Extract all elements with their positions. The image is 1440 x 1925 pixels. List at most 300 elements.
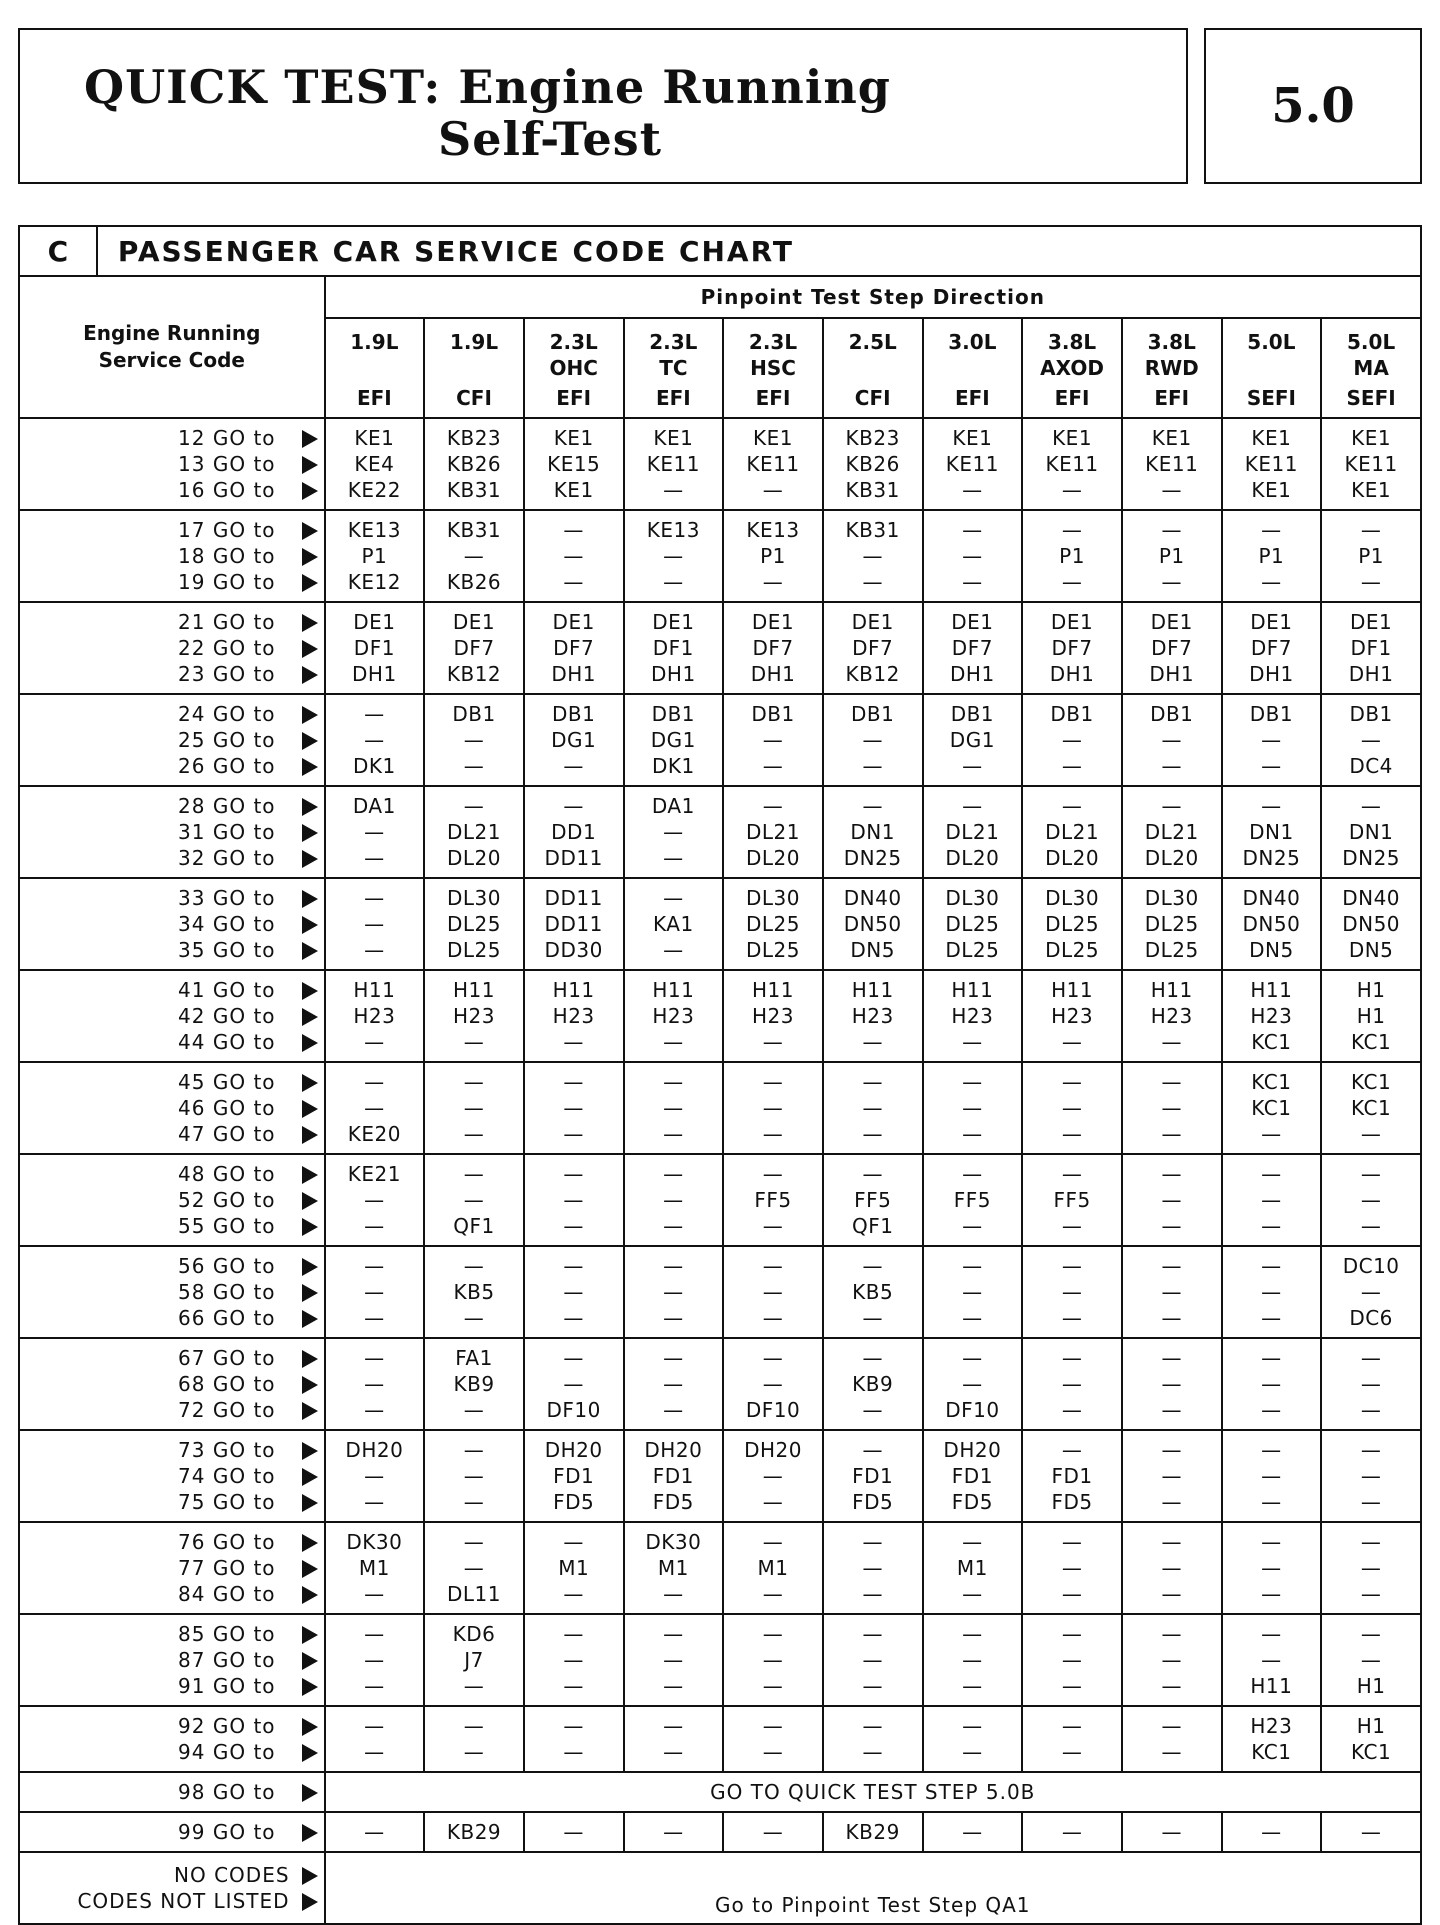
code-group-row [19,510,1421,602]
engine-column-label: 3.8L [1047,330,1097,354]
test-step-cell: — [1321,1812,1421,1852]
service-code-line [20,1581,318,1607]
test-step-value: DH1 [950,662,995,686]
test-step-cell [325,418,425,510]
engine-column-header [1022,318,1122,418]
service-code-label: 34 GO to [178,912,276,936]
service-code-label: 46 GO to [178,1096,276,1120]
test-step-value: — [1061,1438,1083,1462]
service-code-line [20,1463,318,1489]
test-step-cell [424,1338,524,1430]
test-step-value: — [762,1122,784,1146]
test-step-value: — [1261,1214,1282,1238]
test-step-cell [1022,1154,1122,1246]
test-step-value: — [1161,1096,1182,1120]
test-step-value: — [862,1306,883,1330]
test-step-cell: KB29 [823,1812,923,1852]
test-step-value: H23 [851,1004,894,1028]
service-code-label: 33 GO to [178,886,276,910]
service-code-line [20,1253,318,1279]
test-step-value: — [663,1254,684,1278]
test-step-value: — [962,1030,983,1054]
test-step-cell [325,1338,425,1430]
service-code-label: 84 GO to [178,1582,276,1606]
code-99-row [19,1812,1421,1852]
test-step-value: — [1061,1530,1083,1554]
test-step-value: — [563,1648,584,1672]
test-step-value: M1 [956,1556,988,1580]
test-step-value: — [563,1622,584,1646]
test-step-value: DH20 [544,1438,603,1462]
arrow-right-icon [302,1744,318,1762]
service-code-line [20,477,318,503]
test-step-cell [923,878,1023,970]
test-step-value: FD5 [852,1490,894,1514]
test-step-cell [624,970,724,1062]
service-code-label: 42 GO to [178,1004,276,1028]
test-step-value: — [862,1530,883,1554]
test-step-cell [1022,1522,1122,1614]
test-step-value: — [1261,754,1282,778]
engine-column-label: MA [1353,356,1389,380]
test-step-value: DN25 [843,846,902,870]
test-step-value: — [563,1674,584,1698]
test-step-value: — [364,702,385,726]
test-step-value: DL25 [1045,912,1100,936]
service-code-label: 22 GO to [178,636,276,660]
test-step-value: KB23 [845,426,900,450]
test-step-value: — [862,1438,883,1462]
test-step-value: — [1360,794,1382,818]
test-step-value: — [1261,728,1282,752]
test-step-value: DL25 [447,938,502,962]
test-step-value: — [762,1622,784,1646]
arrow-right-icon [302,706,318,724]
test-step-value: — [563,544,584,568]
test-step-value: — [862,1070,883,1094]
test-step-value: — [364,1096,385,1120]
test-step-value: — [1061,1714,1083,1738]
test-step-value: — [1161,1188,1182,1212]
test-step-value: DN40 [1242,886,1301,910]
engine-column-size [924,319,1022,355]
test-step-value: DC4 [1349,754,1393,778]
service-code-cell [19,1614,325,1706]
test-step-value: — [364,1464,385,1488]
test-step-value: KB9 [453,1372,495,1396]
test-step-value: KC1 [1251,1030,1292,1054]
test-step-value: DF7 [553,636,595,660]
test-step-cell [424,510,524,602]
test-step-cell [424,970,524,1062]
test-step-value: — [862,1398,883,1422]
arrow-right-icon [302,1376,318,1394]
test-step-value: DN50 [1342,912,1401,936]
service-code-cell [19,1812,325,1852]
test-step-value: M1 [358,1556,390,1580]
engine-column-type: EFI [755,386,791,410]
test-step-cell [424,1062,524,1154]
test-step-value: — [1061,1740,1083,1764]
test-step-value: H11 [851,978,894,1002]
test-step-cell [1321,1522,1421,1614]
engine-column-type: EFI [1154,386,1190,410]
test-step-cell [723,878,823,970]
test-step-value: DH1 [651,662,696,686]
test-step-value: — [1061,794,1083,818]
service-code-line [20,661,318,687]
engine-column-header [524,318,624,418]
test-step-cell [1122,1614,1222,1706]
test-step-cell [1022,602,1122,694]
service-code-label: 31 GO to [178,820,276,844]
service-code-cell [19,1338,325,1430]
test-step-cell [1321,694,1421,786]
test-step-value: — [1161,478,1182,502]
test-step-value: H23 [1150,1004,1193,1028]
test-step-value: — [1061,1214,1083,1238]
test-step-value: — [1061,1398,1083,1422]
test-step-cell [1222,1706,1322,1772]
test-step-cell [1022,1338,1122,1430]
test-step-cell [1321,1246,1421,1338]
test-step-cell [723,1706,823,1772]
test-step-value: DF7 [752,636,794,660]
test-step-cell: — [1022,1812,1122,1852]
test-step-value: — [762,1582,784,1606]
test-step-value: H23 [951,1004,994,1028]
test-step-value: M1 [657,1556,689,1580]
test-step-value: DH1 [1348,662,1394,686]
service-code-label: 98 GO to [178,1780,276,1804]
test-step-value: KD6 [452,1622,496,1646]
test-step-value: H23 [1250,1004,1293,1028]
no-codes-text: CODES NOT LISTED [77,1889,290,1913]
test-step-value: DG1 [949,728,995,752]
test-step-cell [1122,602,1222,694]
service-code-label: 67 GO to [178,1346,276,1370]
test-step-cell [1122,1246,1222,1338]
test-step-value: — [364,1030,385,1054]
test-step-cell [624,1522,724,1614]
code-group-row [19,1246,1421,1338]
test-step-value: DD1 [551,820,597,844]
arrow-right-icon [302,758,318,776]
service-code-label: 19 GO to [178,570,276,594]
test-step-cell [723,694,823,786]
test-step-value: — [1061,518,1083,542]
engine-column-header [923,318,1023,418]
test-step-value: — [862,544,883,568]
test-step-value: DE1 [353,610,396,634]
arrow-right-icon [302,982,318,1000]
test-step-value: — [563,794,584,818]
test-step-value: DB1 [751,702,795,726]
service-code-line [20,609,318,635]
service-code-line [20,885,318,911]
test-step-value: — [1261,1648,1282,1672]
test-step-value: FA1 [455,1346,493,1370]
test-step-value: — [762,1346,784,1370]
test-step-cell [524,418,624,510]
arrow-right-icon [302,614,318,632]
test-step-value: DD30 [544,938,603,962]
arrow-right-icon [302,1824,318,1842]
test-step-value: — [962,570,983,594]
test-step-value: — [962,544,983,568]
test-step-value: — [563,1714,584,1738]
test-step-value: — [762,1254,784,1278]
test-step-value: DL30 [1045,886,1100,910]
service-code-line [20,635,318,661]
code-group-row [19,970,1421,1062]
service-code-label: 76 GO to [178,1530,276,1554]
test-step-value: FD5 [652,1490,694,1514]
test-step-cell [723,1154,823,1246]
service-code-cell [19,602,325,694]
test-step-cell [624,1614,724,1706]
service-code-cell [19,510,325,602]
service-code-label: 55 GO to [178,1214,276,1238]
service-code-cell [19,1772,325,1812]
test-step-cell [1122,1338,1222,1430]
arrow-right-icon [302,732,318,750]
test-step-value: KB31 [446,518,502,542]
test-step-value: FF5 [754,1188,792,1212]
test-step-value: — [1261,1490,1282,1514]
test-step-value: — [862,1030,883,1054]
service-code-cell [19,970,325,1062]
service-code-label: 13 GO to [178,452,276,476]
title-box [18,28,1188,184]
test-step-value: P1 [361,544,388,568]
test-step-value: M1 [757,1556,789,1580]
test-step-value: — [762,1280,784,1304]
test-step-value: — [1061,1096,1083,1120]
test-step-value: — [762,1214,784,1238]
test-step-value: — [962,1714,983,1738]
engine-column-size [625,319,723,381]
arrow-right-icon [302,522,318,540]
test-step-value: — [862,1096,883,1120]
test-step-cell [524,510,624,602]
test-step-value: KE22 [347,478,401,502]
test-step-cell [823,418,923,510]
test-step-value: — [1061,1674,1083,1698]
test-step-value: — [663,1674,684,1698]
test-step-value: — [364,1490,385,1514]
engine-column-size [724,319,822,381]
service-code-label: 75 GO to [178,1490,276,1514]
test-step-value: KC1 [1251,1070,1292,1094]
test-step-value: DN1 [1348,820,1394,844]
test-step-value: DN5 [850,938,895,962]
test-step-value: DL20 [1144,846,1199,870]
arrow-right-icon [302,1258,318,1276]
test-step-value: DE1 [1349,610,1393,634]
test-step-cell [424,602,524,694]
test-step-cell: — [1122,1812,1222,1852]
test-step-value: DL21 [945,820,1000,844]
test-step-value: DL21 [447,820,502,844]
test-step-value: — [364,886,385,910]
arrow-right-icon [302,640,318,658]
service-code-label: 18 GO to [178,544,276,568]
test-step-value: H11 [453,978,496,1002]
test-step-value: — [463,1674,485,1698]
test-step-value: DE1 [951,610,994,634]
test-step-value: — [364,1306,385,1330]
page-title-line1: QUICK TEST: Engine Running [84,60,891,114]
test-step-value: KE1 [1151,426,1192,450]
test-step-value: — [1061,1306,1083,1330]
test-step-cell [1222,878,1322,970]
test-step-value: DH1 [1249,662,1294,686]
test-step-value: H1 [1356,1674,1386,1698]
arrow-right-icon [302,916,318,934]
service-code-header-line2: Service Code [98,348,245,372]
test-step-cell [325,1430,425,1522]
engine-column-size [824,319,922,355]
test-step-value: — [1161,1582,1182,1606]
service-code-label: 45 GO to [178,1070,276,1094]
test-step-cell [624,1430,724,1522]
test-step-value: KB26 [446,452,502,476]
test-step-value: — [762,1096,784,1120]
test-step-value: — [1061,754,1083,778]
test-step-cell [823,1062,923,1154]
test-step-value: — [1261,518,1282,542]
test-step-cell [923,786,1023,878]
test-step-cell [1022,1430,1122,1522]
code-group-row [19,694,1421,786]
code-group-row [19,1338,1421,1430]
test-step-value: H1 [1356,1714,1386,1738]
test-step-value: H11 [552,978,595,1002]
test-step-cell [923,1062,1023,1154]
test-step-value: KE1 [553,478,594,502]
test-step-cell [1222,1246,1322,1338]
service-code-line [20,1529,318,1555]
test-step-value: — [1261,794,1282,818]
test-step-value: H11 [752,978,795,1002]
test-step-value: KC1 [1251,1096,1292,1120]
code-98-row [19,1772,1421,1812]
test-step-value: — [762,754,784,778]
test-step-value: DL25 [945,912,1000,936]
test-step-value: DF1 [1350,636,1392,660]
service-code-cell [19,1154,325,1246]
engine-column-size [1223,319,1321,355]
test-step-cell [823,970,923,1062]
engine-column-type: CFI [854,386,891,410]
test-step-value: — [364,1674,385,1698]
test-step-cell [524,1706,624,1772]
test-step-value: — [1261,1622,1282,1646]
test-step-value: DN5 [1348,938,1394,962]
test-step-value: — [1360,1162,1382,1186]
test-step-value: — [1061,1122,1083,1146]
service-code-line [20,1397,318,1423]
engine-column-header [424,318,524,418]
service-code-line [20,1437,318,1463]
service-code-label: 72 GO to [178,1398,276,1422]
test-step-value: — [1360,1582,1382,1606]
test-step-cell [624,1154,724,1246]
test-step-value: DL25 [746,938,801,962]
test-step-cell [923,418,1023,510]
test-step-value: — [762,1648,784,1672]
test-step-value: DC6 [1349,1306,1393,1330]
test-step-value: FD1 [951,1464,993,1488]
test-step-cell [1022,694,1122,786]
test-step-cell [624,1062,724,1154]
test-step-value: — [862,1674,883,1698]
test-step-cell [1222,602,1322,694]
test-step-value: — [463,1188,485,1212]
service-code-label: 52 GO to [178,1188,276,1212]
service-code-cell [19,786,325,878]
test-step-value: QF1 [851,1214,894,1238]
test-step-cell [723,418,823,510]
test-step-cell: — [723,1812,823,1852]
test-step-value: — [1360,1398,1382,1422]
engine-column-type: EFI [556,386,592,410]
engine-column-header [1222,318,1322,418]
engine-column-size [326,319,424,355]
service-code-line [20,793,318,819]
chart-title: PASSENGER CAR SERVICE CODE CHART [97,226,1421,276]
engine-column-label: 2.5L [848,330,897,354]
test-step-cell [524,786,624,878]
test-step-value: — [663,1398,684,1422]
test-step-value: — [762,570,784,594]
test-step-value: DL30 [945,886,1000,910]
test-step-value: — [962,754,983,778]
test-step-value: — [563,1030,584,1054]
test-step-cell [723,1338,823,1430]
test-step-value: — [1261,1398,1282,1422]
test-step-value: — [1261,1280,1282,1304]
code-group-row [19,1430,1421,1522]
test-step-cell [1022,970,1122,1062]
test-step-value: — [463,1254,485,1278]
test-step-value: H11 [1051,978,1094,1002]
test-step-value: — [1261,1530,1282,1554]
service-code-label: 92 GO to [178,1714,276,1738]
test-step-value: — [962,478,983,502]
test-step-cell [624,602,724,694]
test-step-cell [823,1614,923,1706]
engine-column-label: 2.3L [748,330,798,354]
arrow-right-icon [302,1586,318,1604]
test-step-value: DF7 [951,636,993,660]
test-step-value: KB5 [453,1280,495,1304]
test-step-cell [1022,878,1122,970]
test-step-value: DK30 [645,1530,702,1554]
test-step-value: — [962,1096,983,1120]
test-step-value: FD5 [553,1490,595,1514]
test-step-cell [524,878,624,970]
test-step-cell [325,1062,425,1154]
service-code-line [20,753,318,779]
test-step-value: — [862,1740,883,1764]
engine-column-label: OHC [549,356,598,380]
section-number-box [1204,28,1422,184]
test-step-value: FD1 [553,1464,595,1488]
test-step-cell [624,510,724,602]
test-step-value: — [962,1162,983,1186]
